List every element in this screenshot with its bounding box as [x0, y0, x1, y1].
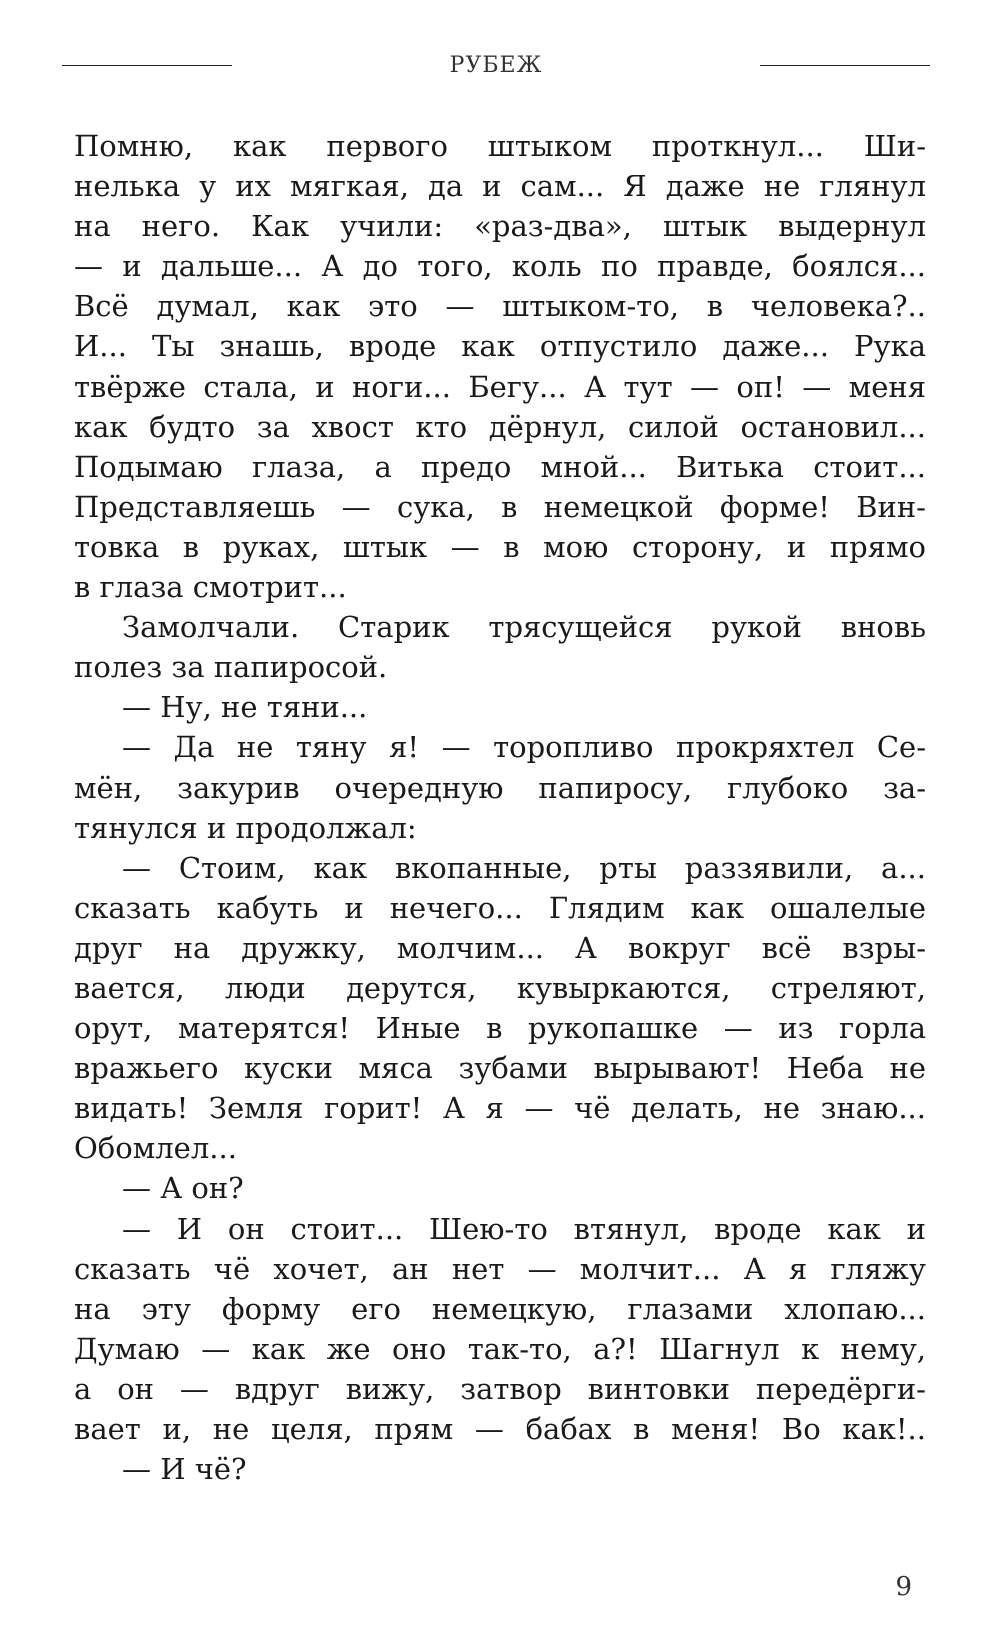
text-line: И... Ты знашь, вроде как отпустило даже... Рука [74, 329, 926, 364]
text-line: полез за папиросой. [74, 650, 388, 685]
text-line: вает и, не целя, прям — бабах в меня! Во как!.. [74, 1412, 926, 1446]
text-line: орут, матерятся! Иные в рукопашке — из горла [74, 1011, 926, 1046]
text-line: вражьего куски мяса зубами вырывают! Неба не [74, 1051, 926, 1086]
text-line: друг на дружку, молчим... А вокруг всё взры- [74, 930, 926, 965]
text-line: тянулся и продолжал: [74, 810, 417, 845]
text-line: — Да не тяну я! — торопливо прокряхтел Се- [122, 730, 926, 765]
running-head [62, 48, 930, 82]
text-line: мён, закурив очередную папиросу, глубоко за- [74, 770, 926, 805]
text-line: Подымаю глаза, а предо мной... Витька стоит... [74, 449, 926, 484]
text-line: Думаю — как же оно так-то, а?! Шагнул к нему, [74, 1331, 926, 1366]
text-line: — Ну, не тяни... [122, 690, 368, 725]
text-line: на него. Как учили: «раз-два», штык выдернул [74, 209, 926, 244]
header-rule-left [62, 65, 232, 66]
text-line: Обомлел... [74, 1131, 237, 1166]
text-line: в глаза смотрит... [74, 570, 347, 605]
text-line: — И чё? [122, 1452, 247, 1487]
text-line: Всё думал, как это — штыком-то, в человека?.. [74, 289, 926, 324]
body-text [74, 126, 926, 1489]
text-line: а он — вдруг вижу, затвор винтовки передёрги- [74, 1371, 926, 1406]
text-line: — А он? [122, 1171, 244, 1206]
text-line: видать! Земля горит! А я — чё делать, не знаю... [74, 1091, 926, 1126]
text-line: сказать чё хочет, ан нет — молчит... А я гляжу [74, 1251, 926, 1286]
text-line: Помню, как первого штыком проткнул... Ши- [74, 129, 926, 163]
text-line: — Стоим, как вкопанные, рты раззявили, а... [122, 850, 926, 885]
running-title: РУБЕЖ [449, 52, 543, 78]
text-line: нелька у их мягкая, да и сам... Я даже не глянул [74, 169, 926, 204]
text-line: товка в руках, штык — в мою сторону, и прямо [74, 529, 926, 564]
header-rule-right [760, 65, 930, 66]
text-line: Представляешь — сука, в немецкой форме! Вин- [74, 489, 926, 524]
text-line: — и дальше... А до того, коль по правде, боялся... [74, 249, 926, 284]
text-line: на эту форму его немецкую, глазами хлопаю... [74, 1291, 926, 1326]
text-line: твёрже стала, и ноги... Бегу... А тут — оп! — меня [74, 369, 926, 404]
text-line: как будто за хвост кто дёрнул, силой остановил... [74, 409, 926, 444]
text-line: Замолчали. Старик трясущейся рукой вновь [122, 610, 926, 645]
text-line: вается, люди дерутся, кувыркаются, стреляют, [74, 970, 926, 1005]
page-number: 9 [895, 1572, 912, 1602]
text-line: — И он стоит... Шею-то втянул, вроде как и [122, 1211, 926, 1246]
text-line: сказать кабуть и нечего... Глядим как ошалелые [74, 890, 926, 925]
